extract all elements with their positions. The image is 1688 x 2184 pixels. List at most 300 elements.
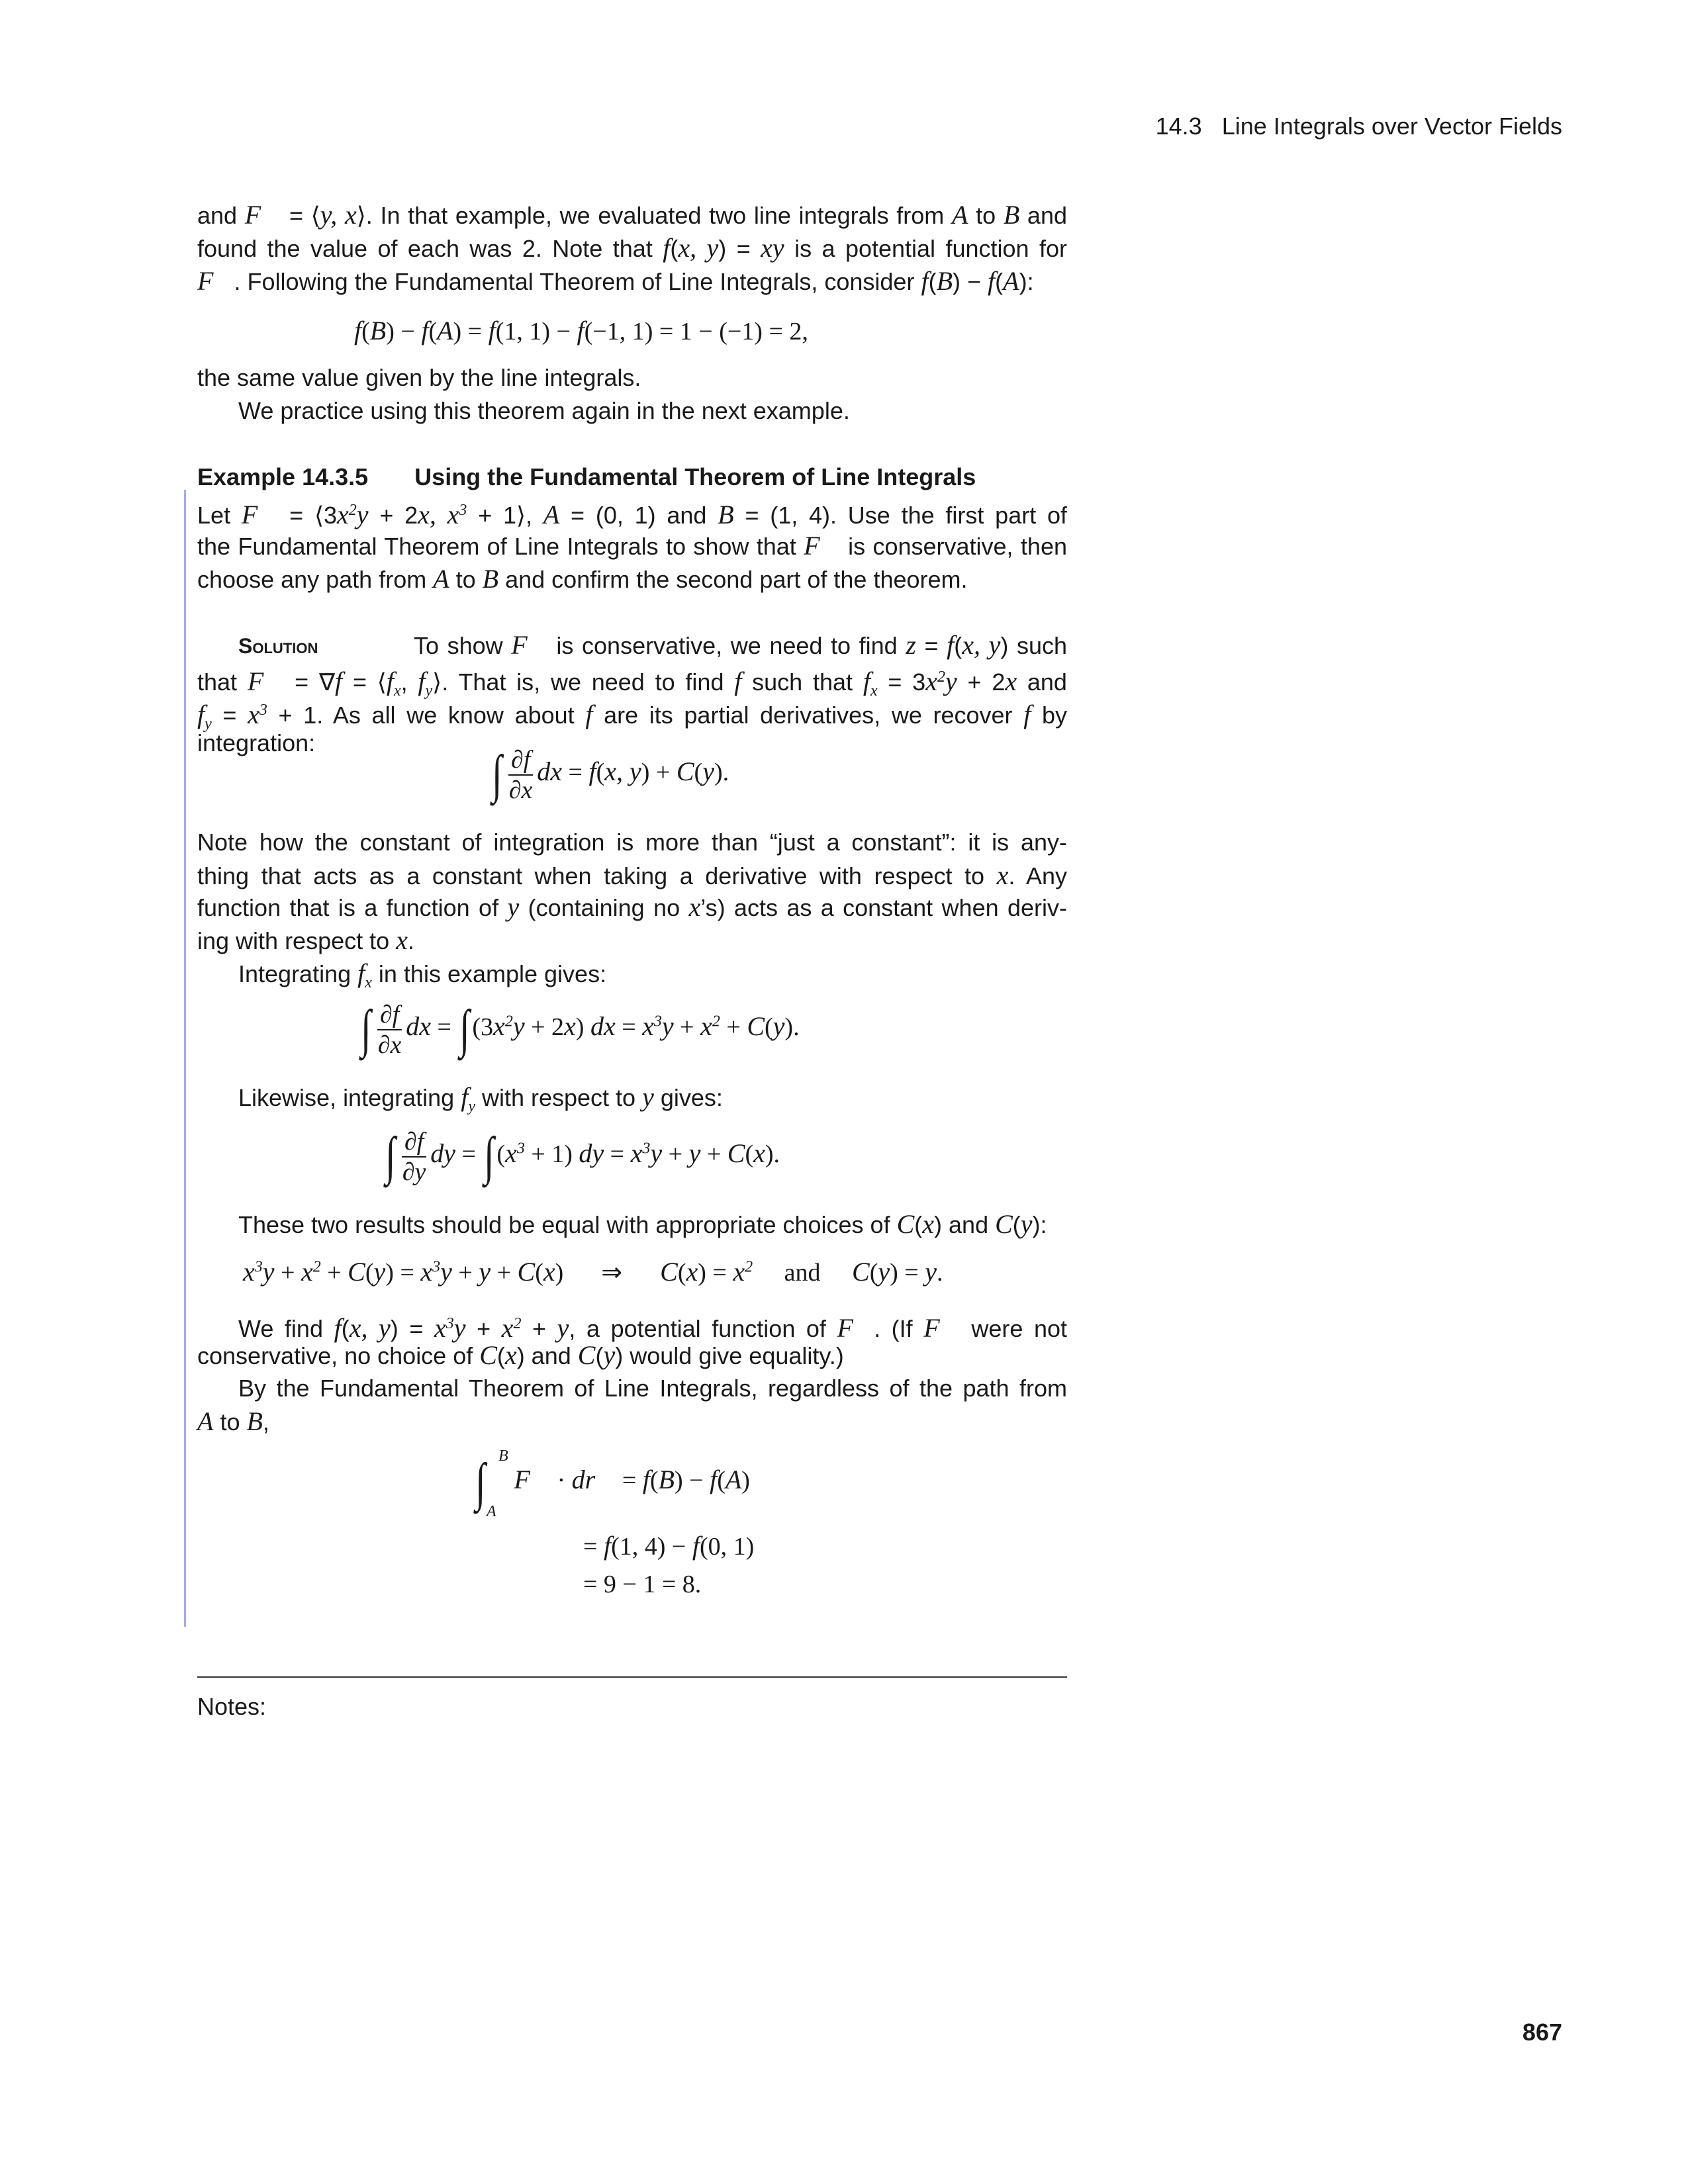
math-symbol: x [688, 892, 701, 922]
math-symbol: x [753, 1138, 765, 1169]
equation-fb-fa [354, 315, 808, 346]
math-symbol: x [301, 1257, 313, 1287]
equation-line [583, 1570, 701, 1599]
text-run: = ∇ [284, 668, 336, 696]
text-run: = ⟨ [342, 668, 387, 696]
math-symbol: C [896, 1209, 915, 1239]
equation-rest [496, 1140, 780, 1168]
note-line [197, 859, 1067, 893]
integral-sign: ∫ [385, 1127, 396, 1185]
equation-line [583, 1530, 754, 1561]
superscript: 3 [653, 1013, 662, 1030]
text-run: ). [784, 1013, 800, 1042]
text-run: ’s) acts as a constant when deriv- [700, 894, 1067, 921]
equation-line-integral [473, 1447, 750, 1520]
text-run: , [262, 1408, 269, 1435]
math-symbol: C [517, 1257, 536, 1287]
superscript: 3 [432, 1258, 441, 1276]
note-line [197, 891, 1067, 925]
superscript: 3 [445, 1315, 454, 1332]
math-symbol: f [354, 316, 362, 345]
intro-line [197, 232, 1067, 265]
example-statement-line [197, 529, 1067, 563]
text-run: ing with respect to [197, 927, 397, 954]
text-run: and confirm the second part of the theorem. [498, 566, 968, 593]
equation-rest [472, 1013, 799, 1041]
math-symbol: B [936, 266, 953, 296]
intro-line [197, 199, 1067, 232]
math-symbol: y [373, 1257, 386, 1287]
math-symbol: y [603, 1340, 616, 1370]
text-run: Let [197, 502, 242, 529]
math-symbol: B [658, 1465, 675, 1495]
math-symbol: dx [406, 1011, 432, 1042]
superscript: 3 [254, 1258, 263, 1276]
math-symbol: x, y [349, 1313, 391, 1343]
subscript: y [205, 715, 212, 733]
text-run: to [449, 566, 483, 593]
math-symbol: y [878, 1257, 890, 1287]
upper-limit: B [498, 1447, 508, 1465]
equation-equate [243, 1256, 943, 1287]
math-symbol: F⃗ [247, 666, 285, 696]
superscript: 2 [937, 668, 945, 686]
text-run: To show [414, 632, 512, 659]
math-symbol: f [386, 666, 394, 696]
solution-line [414, 629, 1067, 662]
math-symbol: dy [430, 1138, 456, 1169]
fraction [402, 1127, 426, 1187]
math-symbol: C [852, 1257, 870, 1287]
math-symbol: B [718, 500, 734, 529]
equation-rest [406, 1013, 457, 1041]
text-run: + 1⟩, [467, 502, 543, 529]
example-label: Example 14.3.5 [197, 463, 369, 490]
text-run: ) = [890, 1259, 925, 1287]
superscript: 2 [712, 1013, 720, 1030]
example-heading [197, 461, 976, 494]
text-run: , a potential function of [569, 1315, 837, 1342]
math-symbol: y [773, 1011, 785, 1042]
superscript: 2 [312, 1258, 321, 1276]
text-run: ( [995, 268, 1004, 295]
text-run: = [604, 1140, 631, 1169]
text-run: . (If [874, 1315, 924, 1342]
text-run: + [465, 1315, 502, 1342]
math-symbol: A [433, 564, 449, 594]
text-run: + [491, 1259, 518, 1287]
text-run: (0, 1) [699, 1533, 755, 1561]
text-run: integration: [197, 729, 316, 756]
math-symbol: f [921, 266, 929, 296]
math-symbol: x [396, 925, 408, 955]
text-run: ( [341, 1315, 350, 1342]
text-run: and [1017, 668, 1067, 696]
integral-sign: ∫ [361, 1000, 371, 1058]
text-run: + [521, 1315, 557, 1342]
text-run: ( [428, 318, 438, 345]
text-run: gives: [653, 1084, 723, 1111]
math-symbol: A [725, 1465, 742, 1495]
text-run: is a potential function for [784, 235, 1067, 262]
text-run: + [320, 1259, 348, 1287]
math-symbol: A [1003, 266, 1019, 296]
math-symbol: y [453, 1313, 466, 1343]
subscript: x [365, 974, 372, 992]
definite-integral-sign [473, 1447, 508, 1520]
math-symbol: y [925, 1257, 937, 1287]
equation-line [514, 1467, 750, 1494]
paragraph-line: We practice using this theorem again in the next example. [238, 397, 850, 424]
math-symbol: x [248, 700, 259, 729]
math-symbol: F⃗ [197, 266, 234, 296]
math-symbol: f [663, 233, 671, 263]
math-symbol: C [676, 756, 694, 787]
section-number: 14.3 [1155, 113, 1202, 140]
text-run: = [583, 1533, 604, 1561]
solution-label [238, 629, 318, 662]
paragraph-line [238, 957, 606, 999]
intro-line [197, 265, 1034, 298]
superscript: 3 [516, 1140, 525, 1158]
solution-label-text: Solution [238, 634, 318, 658]
math-symbol: F⃗ [511, 630, 548, 660]
text-run: ) [575, 1013, 590, 1042]
text-run: We find [238, 1315, 334, 1342]
text-run: ( [677, 1259, 686, 1287]
text-run: Likewise, integrating [238, 1084, 461, 1111]
text-run: such that [741, 668, 863, 696]
text-run: ⟩. That is, we need to find [432, 668, 735, 696]
text-run: conservative, no choice of [197, 1342, 480, 1369]
math-symbol: F⃗ [514, 1465, 551, 1495]
math-symbol: f [947, 630, 955, 660]
math-symbol: y [650, 1138, 663, 1169]
math-symbol: x [922, 1209, 935, 1239]
math-symbol: x [504, 1340, 517, 1370]
text-run: ( [365, 1259, 374, 1287]
text-run: = [211, 702, 248, 729]
math-symbol: C [577, 1340, 596, 1370]
integral-sign: ∫ [492, 745, 502, 803]
superscript: 3 [642, 1140, 651, 1158]
text-run: = [455, 1140, 483, 1169]
paragraph-line [197, 1339, 844, 1373]
subscript: y [425, 682, 433, 700]
math-symbol: F⃗ [923, 1313, 961, 1343]
math-symbol: f [988, 266, 996, 296]
notes-divider [197, 1676, 1067, 1678]
text-run: ( [1012, 1211, 1021, 1238]
text-run: ( [496, 1342, 505, 1369]
text-run: + [662, 1140, 689, 1169]
math-symbol: f [603, 1531, 612, 1561]
text-run: ( [869, 1259, 878, 1287]
math-symbol: y [945, 666, 957, 696]
note-line [197, 826, 1067, 859]
text-run: Integrating [238, 960, 358, 987]
text-run: + [700, 1140, 727, 1169]
math-symbol: F⃗ [244, 200, 282, 230]
paragraph-line [238, 1081, 723, 1123]
math-symbol: f [588, 756, 596, 787]
text-run: . Following the Fundamental Theorem of Line Integrals, consider [234, 268, 921, 295]
superscript: 3 [259, 702, 267, 719]
note-line [197, 924, 414, 958]
math-symbol: f [863, 666, 870, 696]
text-run: thing that acts as a constant when taking a derivative with respect to [197, 862, 997, 889]
math-symbol: dr⃗ [571, 1465, 616, 1495]
numerator: ∂f [377, 1000, 402, 1030]
math-symbol: y [642, 1082, 654, 1112]
math-symbol: f [585, 700, 593, 729]
text-run: = 3 [877, 668, 926, 696]
text-run: + [451, 1259, 479, 1287]
math-symbol: x [243, 1257, 255, 1287]
subscript: y [468, 1098, 475, 1116]
math-symbol: F⃗ [241, 500, 279, 529]
example-statement-line [197, 563, 968, 596]
text-run: + 1) [524, 1140, 579, 1169]
math-symbol: B [246, 1406, 263, 1436]
text-run: ( [928, 268, 937, 295]
math-symbol: x, y [678, 233, 719, 263]
math-symbol: y [688, 1138, 701, 1169]
text-run: were not [960, 1315, 1068, 1342]
text-run: ). [714, 758, 729, 787]
text-run: are its partial derivatives, we recover [592, 702, 1024, 729]
text-run: . [936, 1259, 943, 1287]
text-run: ( [717, 1467, 726, 1495]
text-run: the Fundamental Theorem of Line Integrals to show that [197, 533, 804, 560]
math-symbol: f [1023, 700, 1031, 729]
text-run: to [213, 1408, 247, 1435]
text-run: + [673, 1013, 701, 1042]
math-symbol: y, x [320, 200, 357, 230]
math-symbol: x [733, 1257, 745, 1287]
superscript: 2 [348, 502, 357, 519]
text-run: ) such [1000, 632, 1067, 659]
text-run: (1, 1) − [495, 318, 577, 345]
text-run: to [968, 202, 1004, 229]
math-symbol: x [686, 1257, 698, 1287]
text-run: · [550, 1467, 572, 1495]
text-run: and [197, 202, 245, 229]
math-symbol: F⃗ [804, 531, 841, 561]
math-symbol: x [996, 860, 1009, 890]
math-symbol: dy [579, 1138, 604, 1169]
running-header [1156, 113, 1562, 140]
text-run: (1, 4) − [611, 1533, 692, 1561]
math-symbol: A [543, 500, 560, 529]
text-run: ) − [386, 318, 422, 345]
text-run: (containing no [519, 894, 689, 921]
text-run: = 9 − 1 = 8. [583, 1570, 702, 1598]
math-symbol: f [461, 1082, 469, 1112]
math-symbol: x [337, 500, 349, 529]
text-run: ) = [453, 318, 489, 345]
text-run: = ⟨3 [278, 502, 338, 529]
fraction [377, 1000, 402, 1060]
math-symbol: F⃗ [837, 1313, 874, 1343]
text-run: + 2 [524, 1013, 565, 1042]
math-symbol: y [557, 1313, 569, 1343]
math-symbol: x [420, 1257, 433, 1287]
text-run: is conservative, we need to find [547, 632, 906, 659]
math-symbol: x [700, 1011, 712, 1042]
text-run: ): [1019, 268, 1034, 295]
paragraph-line [197, 1405, 269, 1439]
math-symbol: x [493, 1011, 505, 1042]
math-symbol: y [262, 1257, 275, 1287]
superscript: 2 [745, 1258, 753, 1276]
equation-rest [430, 1140, 482, 1168]
math-symbol: C [727, 1138, 745, 1169]
math-symbol: f [710, 1465, 718, 1495]
equation-integrate-fy [383, 1126, 780, 1187]
text-run: These two results should be equal with appropriate choices of [238, 1211, 897, 1238]
text-run: ) and [516, 1342, 578, 1369]
text-run: by [1031, 702, 1067, 729]
text-run: (−1, 1) = 1 − (−1) = 2, [584, 318, 808, 345]
math-symbol: x [543, 1257, 555, 1287]
paragraph-line [238, 1208, 1047, 1242]
text-run: with respect to [475, 1084, 643, 1111]
subscript: x [870, 682, 878, 700]
denominator: ∂x [377, 1030, 402, 1059]
integral-sign: ∫ [459, 1000, 471, 1058]
text-run: ( [745, 1140, 754, 1169]
text-run: + 2 [957, 668, 1006, 696]
text-run: ). [765, 1140, 780, 1169]
math-symbol: x [925, 666, 937, 696]
math-symbol: C [479, 1340, 497, 1370]
math-symbol: xy [761, 233, 784, 263]
text-run: ( [361, 318, 370, 345]
text-run: ) = [718, 235, 761, 262]
fraction [508, 745, 533, 805]
denominator: ∂x [508, 776, 533, 804]
text-run: ⟩. In that example, we evaluated two line integrals from [356, 202, 952, 229]
math-symbol: x [642, 1011, 654, 1042]
text-run: ( [535, 1259, 543, 1287]
text-run: ) and [934, 1211, 996, 1238]
math-symbol: x [434, 1313, 446, 1343]
text-run: = [615, 1013, 643, 1042]
math-symbol: f [334, 1313, 342, 1343]
text-run: ) + [641, 758, 677, 787]
math-symbol: A [437, 316, 453, 345]
text-run: Note how the constant of integration is more than “just a constant”: it is any- [197, 829, 1067, 856]
superscript: 2 [504, 1013, 513, 1030]
text-run: + [720, 1013, 747, 1042]
paragraph-line: the same value given by the line integrals. [197, 364, 641, 391]
math-symbol: y [1020, 1209, 1033, 1239]
text-run: = [431, 1013, 458, 1042]
integral-sign: ∫ [475, 1453, 486, 1512]
text-run: ( [649, 1467, 659, 1495]
text-run: + 2 [368, 502, 418, 529]
math-symbol: x [564, 1011, 576, 1042]
text-run: . [407, 927, 414, 954]
text-run: = [915, 632, 947, 659]
text-run: = ⟨ [281, 202, 320, 229]
text-run: ( [595, 1342, 604, 1369]
text-run: is conservative, then [840, 533, 1067, 560]
math-symbol: y [356, 500, 369, 529]
text-run: and [753, 1259, 852, 1287]
text-run: = (0, 1) and [559, 502, 718, 529]
text-run: = [562, 758, 589, 787]
text-run: . Any [1008, 862, 1067, 889]
math-symbol: C [995, 1209, 1013, 1239]
text-run: and [1019, 202, 1067, 229]
text-run: ( [694, 758, 703, 787]
text-run: ( [914, 1211, 923, 1238]
notes-label: Notes: [197, 1693, 267, 1720]
numerator: ∂f [508, 745, 533, 776]
math-symbol: y [702, 756, 714, 787]
math-symbol: A [951, 200, 968, 230]
math-symbol: f [357, 958, 365, 988]
text-run: By the Fundamental Theorem of Line Integrals, regardless of the path from [238, 1375, 1067, 1402]
math-symbol: dx [537, 756, 563, 787]
math-symbol: dx [590, 1011, 616, 1042]
example-title: Using the Fundamental Theorem of Line Integrals [414, 463, 976, 490]
equation-rest [537, 758, 729, 786]
text-run: ( [496, 1140, 506, 1169]
text-run: = [616, 1467, 643, 1495]
math-symbol: f [642, 1465, 650, 1495]
math-symbol: x [505, 1138, 517, 1169]
math-symbol: A [197, 1406, 214, 1436]
math-symbol: y [479, 1257, 491, 1287]
text-run: ) ⇒ [555, 1259, 661, 1287]
section-title: Line Integrals over Vector Fields [1221, 113, 1562, 140]
math-symbol: f [421, 316, 429, 345]
math-symbol: y [661, 1011, 674, 1042]
math-symbol: B [369, 316, 387, 345]
math-symbol: y [512, 1011, 525, 1042]
paragraph-line [238, 1372, 1067, 1405]
math-symbol: x [1005, 666, 1017, 696]
text-run: ( [670, 235, 679, 262]
text-run: ( [765, 1013, 773, 1042]
text-run: ) = [385, 1259, 421, 1287]
superscript: 3 [459, 502, 467, 519]
math-symbol: x, y [604, 756, 641, 787]
math-symbol: y [507, 892, 520, 922]
text-run: ) [741, 1467, 750, 1495]
math-symbol: B [1003, 200, 1020, 230]
text-run: ( [954, 632, 962, 659]
page-number: 867 [1522, 2019, 1562, 2046]
example-statement-line [197, 494, 1067, 532]
example-sidebar-bar [184, 490, 186, 1627]
text-run: ) − [674, 1467, 710, 1495]
equation-integral-fx [490, 745, 729, 805]
text-run: (3 [472, 1013, 494, 1042]
text-run: = (1, 4). Use the first part of [733, 502, 1067, 529]
denominator: ∂y [402, 1158, 426, 1186]
text-run: ): [1032, 1211, 1047, 1238]
math-symbol: C [747, 1011, 765, 1042]
math-symbol: x, x [418, 500, 459, 529]
math-symbol: x [501, 1313, 514, 1343]
equation-integrate-fx [359, 999, 800, 1060]
lower-limit: A [487, 1503, 496, 1520]
math-symbol: x, y [962, 630, 1001, 660]
